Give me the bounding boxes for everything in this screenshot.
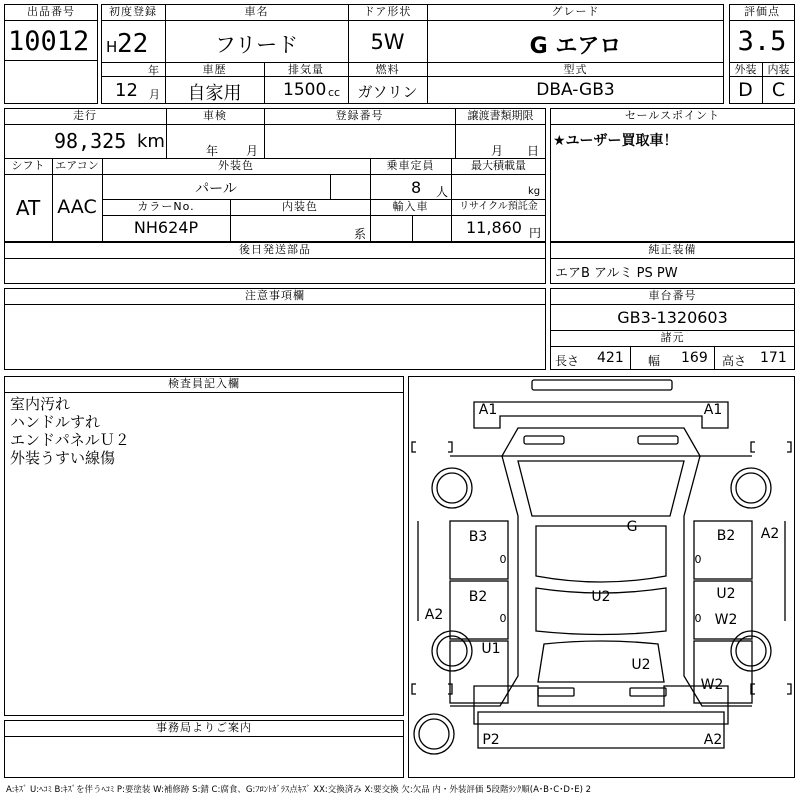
car-name-header: 車名 bbox=[244, 5, 269, 18]
door-type: 5W bbox=[370, 30, 405, 54]
load-unit: kg bbox=[528, 186, 541, 197]
damage-mark: U2 bbox=[591, 589, 611, 605]
grade: G エアロ bbox=[529, 34, 622, 59]
width-label: 幅 bbox=[648, 354, 661, 368]
grade-header: グレード bbox=[551, 5, 600, 18]
inspector-notes bbox=[10, 395, 130, 467]
ext-grade-header: 外装 bbox=[734, 63, 757, 76]
displacement-header: 排気量 bbox=[288, 63, 324, 76]
damage-mark: P2 bbox=[482, 732, 500, 748]
ext-color-header: 外装色 bbox=[218, 159, 254, 172]
color-no: NH624P bbox=[133, 218, 199, 237]
door-header: ドア形状 bbox=[363, 5, 412, 18]
damage-mark: U2 bbox=[631, 657, 651, 673]
model-code-header: 型式 bbox=[563, 63, 588, 76]
car-name: フリード bbox=[214, 33, 299, 57]
displacement: 1500 bbox=[283, 80, 327, 100]
damage-mark: G bbox=[626, 519, 638, 535]
import-header: 輸入車 bbox=[392, 200, 429, 213]
mileage-unit: km bbox=[137, 131, 165, 152]
capacity-unit: 人 bbox=[436, 185, 449, 199]
first-reg-month: 12 bbox=[115, 80, 138, 101]
fuel-header: 燃料 bbox=[375, 63, 400, 76]
int-color-header: 内装色 bbox=[282, 200, 318, 213]
aircon: AAC bbox=[57, 196, 97, 218]
model-code: DBA-GB3 bbox=[536, 80, 615, 100]
recycle-unit: 円 bbox=[529, 226, 542, 240]
lot-header: 出品番号 bbox=[27, 5, 75, 18]
int-grade-header: 内装 bbox=[767, 63, 790, 76]
score-header: 評価点 bbox=[744, 5, 780, 18]
history: 自家用 bbox=[187, 83, 242, 104]
damage-mark: 0 bbox=[694, 612, 702, 625]
inspector-note: 外装うすい線傷 bbox=[10, 449, 116, 467]
first-reg-header: 初度登録 bbox=[109, 5, 157, 18]
recycle: 11,860 bbox=[466, 218, 522, 237]
transfer-month-unit: 月 bbox=[491, 144, 504, 158]
damage-mark: A2 bbox=[760, 526, 780, 542]
transfer-header: 譲渡書類期限 bbox=[467, 109, 534, 122]
score: 3.5 bbox=[737, 26, 787, 57]
ext-grade: D bbox=[738, 79, 753, 101]
fuel: ガソリン bbox=[357, 83, 418, 101]
month-unit: 月 bbox=[149, 88, 160, 101]
aircon-header: エアコン bbox=[55, 159, 99, 172]
transfer-day-unit: 日 bbox=[527, 144, 540, 158]
height-label: 高さ bbox=[722, 354, 747, 368]
history-header: 車歴 bbox=[202, 63, 227, 76]
color-no-header: カラーNo. bbox=[137, 200, 195, 213]
length-label: 長さ bbox=[555, 354, 580, 368]
damage-mark: A2 bbox=[703, 732, 723, 748]
shift: AT bbox=[15, 196, 41, 220]
inspector-header: 検査員記入欄 bbox=[168, 377, 240, 390]
height: 171 bbox=[760, 350, 787, 366]
notes-header: 注意事項欄 bbox=[245, 289, 305, 302]
chassis-no: GB3-1320603 bbox=[617, 308, 728, 327]
later-parts-header: 後日発送部品 bbox=[239, 243, 311, 256]
inspection-year-unit: 年 bbox=[206, 144, 219, 158]
inspection-header: 車検 bbox=[203, 109, 227, 122]
dimensions-header: 諸元 bbox=[660, 331, 685, 344]
inspector-note: 室内汚れ bbox=[10, 395, 71, 413]
equipment-header: 純正装備 bbox=[648, 243, 697, 256]
sales-point-header: セールスポイント bbox=[624, 109, 720, 122]
reg-no-header: 登録番号 bbox=[335, 109, 384, 122]
capacity-header: 乗車定員 bbox=[386, 159, 435, 172]
inspector-note: ハンドルすれ bbox=[10, 413, 101, 431]
mileage: 98,325 bbox=[54, 129, 127, 153]
int-grade: C bbox=[771, 79, 786, 101]
damage-mark: B2 bbox=[468, 589, 488, 605]
inspection-month-unit: 月 bbox=[246, 144, 259, 158]
inspector-note: エンドパネルＵ２ bbox=[10, 431, 130, 449]
shift-header: シフト bbox=[11, 159, 45, 172]
damage-diagram bbox=[408, 376, 795, 778]
office-header: 事務局よりご案内 bbox=[156, 721, 252, 734]
int-color-unit: 系 bbox=[354, 227, 367, 241]
damage-mark: 0 bbox=[499, 553, 507, 566]
ext-color: パール bbox=[195, 181, 237, 197]
damage-mark: W2 bbox=[700, 677, 724, 693]
damage-mark: 0 bbox=[499, 612, 507, 625]
year-unit: 年 bbox=[148, 64, 159, 77]
max-load-header: 最大積載量 bbox=[471, 159, 526, 172]
recycle-header: リサイクル預託金 bbox=[459, 201, 538, 212]
mileage-header: 走行 bbox=[73, 109, 97, 122]
width: 169 bbox=[681, 350, 708, 366]
damage-mark: A2 bbox=[424, 607, 444, 623]
damage-mark: B2 bbox=[716, 528, 736, 544]
damage-mark: W2 bbox=[714, 612, 738, 628]
legend: A:ｷｽﾞ U:ﾍｺﾐ B:ｷｽﾞを伴うﾍｺﾐ P:要塗装 W:補修跡 S:錆 C:腐食、G:ﾌﾛﾝﾄｶﾞﾗｽ点ｷｽﾞ XX:交換済み X:要交換 欠:欠品 内・外装評価 5段階ﾗﾝｸ順(A･B･C･D･E) 2 bbox=[6, 785, 592, 795]
damage-mark: B3 bbox=[468, 529, 488, 545]
damage-mark: U2 bbox=[716, 586, 736, 602]
era: H bbox=[106, 38, 118, 56]
equipment: エアB アルミ PS PW bbox=[555, 266, 678, 281]
damage-mark: A1 bbox=[478, 402, 498, 418]
damage-mark: 0 bbox=[694, 553, 702, 566]
sales-point: ★ユーザー買取車！ bbox=[553, 133, 678, 149]
displacement-unit: cc bbox=[328, 86, 341, 99]
damage-mark: A1 bbox=[703, 402, 723, 418]
sales-point-box bbox=[550, 108, 795, 242]
lot-number: 10012 bbox=[8, 26, 90, 57]
length: 421 bbox=[597, 350, 624, 366]
capacity: 8 bbox=[411, 178, 422, 197]
damage-mark: U1 bbox=[481, 641, 501, 657]
chassis-header: 車台番号 bbox=[648, 289, 697, 302]
first-reg-year: 22 bbox=[117, 29, 149, 59]
